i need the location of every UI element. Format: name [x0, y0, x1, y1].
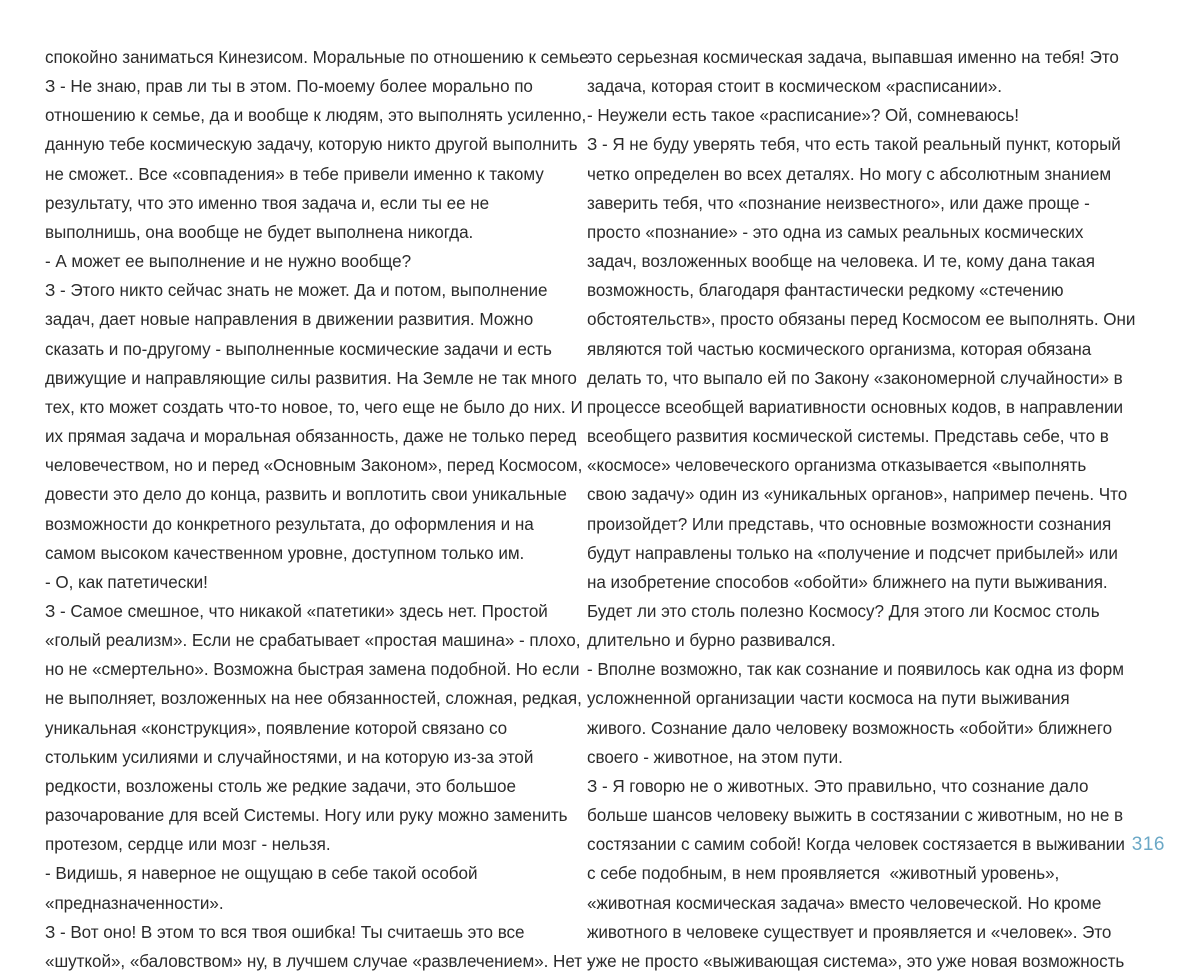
text-line: больше шансов человеку выжить в состязании с животным, но не в: [587, 806, 1124, 826]
text-line: уникальная «конструкция», появление которой связано со: [45, 718, 508, 738]
text-line: являются той частью космического организма, которая обязана: [587, 339, 1092, 359]
text-line: заверить тебя, что «познание неизвестного», или даже проще -: [587, 193, 1090, 213]
text-line: процессе всеобщей вариативности основных кодов, в направлении: [587, 397, 1123, 417]
text-line: задач, дает новые направления в движении развития. Можно: [45, 310, 534, 330]
text-line: но не «смертельно». Возможна быстрая замена подобной. Но если: [45, 660, 580, 680]
text-line: «космосе» человеческого организма отказывается «выполнять: [587, 456, 1087, 476]
text-line: - Вполне возможно, так как сознание и появилось как одна из форм: [587, 660, 1124, 680]
text-line: сказать и по-другому - выполненные космические задачи и есть: [45, 339, 552, 359]
page-number: 316: [1131, 834, 1165, 855]
text-line: живого. Сознание дало человеку возможность «обойти» ближнего: [587, 718, 1113, 738]
text-line: делать то, что выпало ей по Закону «закономерной случайности» в: [587, 368, 1123, 388]
text-line: человечеством, но и перед «Основным Законом», перед Космосом,: [45, 456, 583, 476]
text-line: с себе подобным, в нем проявляется «животный уровень»,: [587, 864, 1060, 884]
text-line: длительно и бурно развивался.: [587, 631, 836, 651]
text-line: З - Вот оно! В этом то вся твоя ошибка! Ты считаешь это все: [45, 922, 525, 942]
text-line: выполнишь, она вообще не будет выполнена никогда.: [45, 222, 474, 242]
text-line: «голый реализм». Если не срабатывает «простая машина» - плохо,: [45, 631, 581, 651]
text-line: результату, что это именно твоя задача и, если ты ее не: [45, 193, 490, 213]
text-line: своего - животное, на этом пути.: [587, 747, 843, 767]
text-line: четко определен во всех деталях. Но могу с абсолютным знанием: [587, 164, 1112, 184]
text-line: просто «познание» - это одна из самых реальных космических: [587, 222, 1084, 242]
text-line: «животная космическая задача» вместо человеческой. Но кроме: [587, 893, 1102, 913]
text-line: на изобретение способов «обойти» ближнего на пути выживания.: [587, 572, 1108, 592]
text-line: З - Самое смешное, что никакой «патетики» здесь нет. Простой: [45, 601, 548, 621]
text-line: Будет ли это столь полезно Космосу? Для этого ли Космос столь: [587, 601, 1100, 621]
text-line: состязании с самим собой! Когда человек состязается в выживании: [587, 835, 1125, 855]
text-line: возможность, благодаря фантастически редкому «стечению: [587, 281, 1064, 301]
text-line: протезом, сердце или мозг - нельзя.: [45, 835, 331, 855]
text-line: З - Я не буду уверять тебя, что есть такой реальный пункт, который: [587, 135, 1121, 155]
text-line: спокойно заниматься Кинезисом. Моральные по отношению к семье.: [45, 48, 594, 67]
text-line: будут направлены только на «получение и подсчет прибылей» или: [587, 543, 1118, 563]
right-text-column: [566, 0, 1142, 976]
text-line: возможности до конкретного результата, до оформления и на: [45, 514, 534, 534]
text-line: не сможет.. Все «совпадения» в тебе привели именно к такому: [45, 164, 544, 184]
text-line: отношению к семье, да и вообще к людям, это выполнять усиленно,: [45, 106, 587, 126]
text-line: это серьезная космическая задача, выпавшая именно на тебя! Это: [587, 48, 1119, 67]
text-line: «шуткой», «баловством» ну, в лучшем случае «развлечением». Нет -: [45, 951, 593, 971]
text-line: всеобщего развития космической системы. Представь себе, что в: [587, 427, 1109, 447]
text-line: «предназначенности».: [45, 893, 224, 913]
text-line: уже не просто «выживающая система», это уже новая возможность: [587, 951, 1125, 971]
text-line: движущие и направляющие силы развития. На Земле не так много: [45, 368, 577, 388]
text-line: животного в человеке существует и проявляется и «человек». Это: [587, 922, 1112, 942]
text-line: тех, кто может создать что-то новое, то, чего еще не было до них. И: [45, 397, 583, 417]
text-line: З - Не знаю, прав ли ты в этом. По-моему более морально по: [45, 77, 533, 97]
text-line: - Видишь, я наверное не ощущаю в себе такой особой: [45, 864, 478, 884]
text-line: произойдет? Или представь, что основные возможности сознания: [587, 514, 1112, 534]
text-line: свою задачу» один из «уникальных органов», например печень. Что: [587, 485, 1128, 505]
text-line: - А может ее выполнение и не нужно вообще?: [45, 252, 412, 272]
text-line: самом высоком качественном уровне, доступном только им.: [45, 543, 525, 563]
text-line: редкости, возложены столь же редкие задачи, это большое: [45, 776, 516, 796]
text-line: З - Я говорю не о животных. Это правильно, что сознание дало: [587, 776, 1089, 796]
left-text-column: [0, 0, 594, 976]
text-line: - Неужели есть такое «расписание»? Ой, сомневаюсь!: [587, 106, 1019, 126]
text-line: разочарование для всей Системы. Ногу или руку можно заменить: [45, 806, 568, 826]
text-line: данную тебе космическую задачу, которую никто другой выполнить: [45, 135, 578, 155]
text-line: довести это дело до конца, развить и воплотить свои уникальные: [45, 485, 567, 505]
text-line: стольким усилиями и случайностями, и на которую из-за этой: [45, 747, 534, 767]
text-line: задач, возложенных вообще на человека. И те, кому дана такая: [587, 252, 1095, 272]
text-line: их прямая задача и моральная обязанность, даже не только перед: [45, 427, 577, 447]
text-line: усложненной организации части космоса на пути выживания: [587, 689, 1070, 709]
text-line: не выполняет, возложенных на нее обязанностей, сложная, редкая,: [45, 689, 582, 709]
text-line: задача, которая стоит в космическом «расписании».: [587, 77, 1002, 97]
text-line: З - Этого никто сейчас знать не может. Да и потом, выполнение: [45, 281, 548, 301]
text-line: - О, как патетически!: [45, 572, 208, 592]
text-line: обстоятельств», просто обязаны перед Космосом ее выполнять. Они: [587, 310, 1136, 330]
